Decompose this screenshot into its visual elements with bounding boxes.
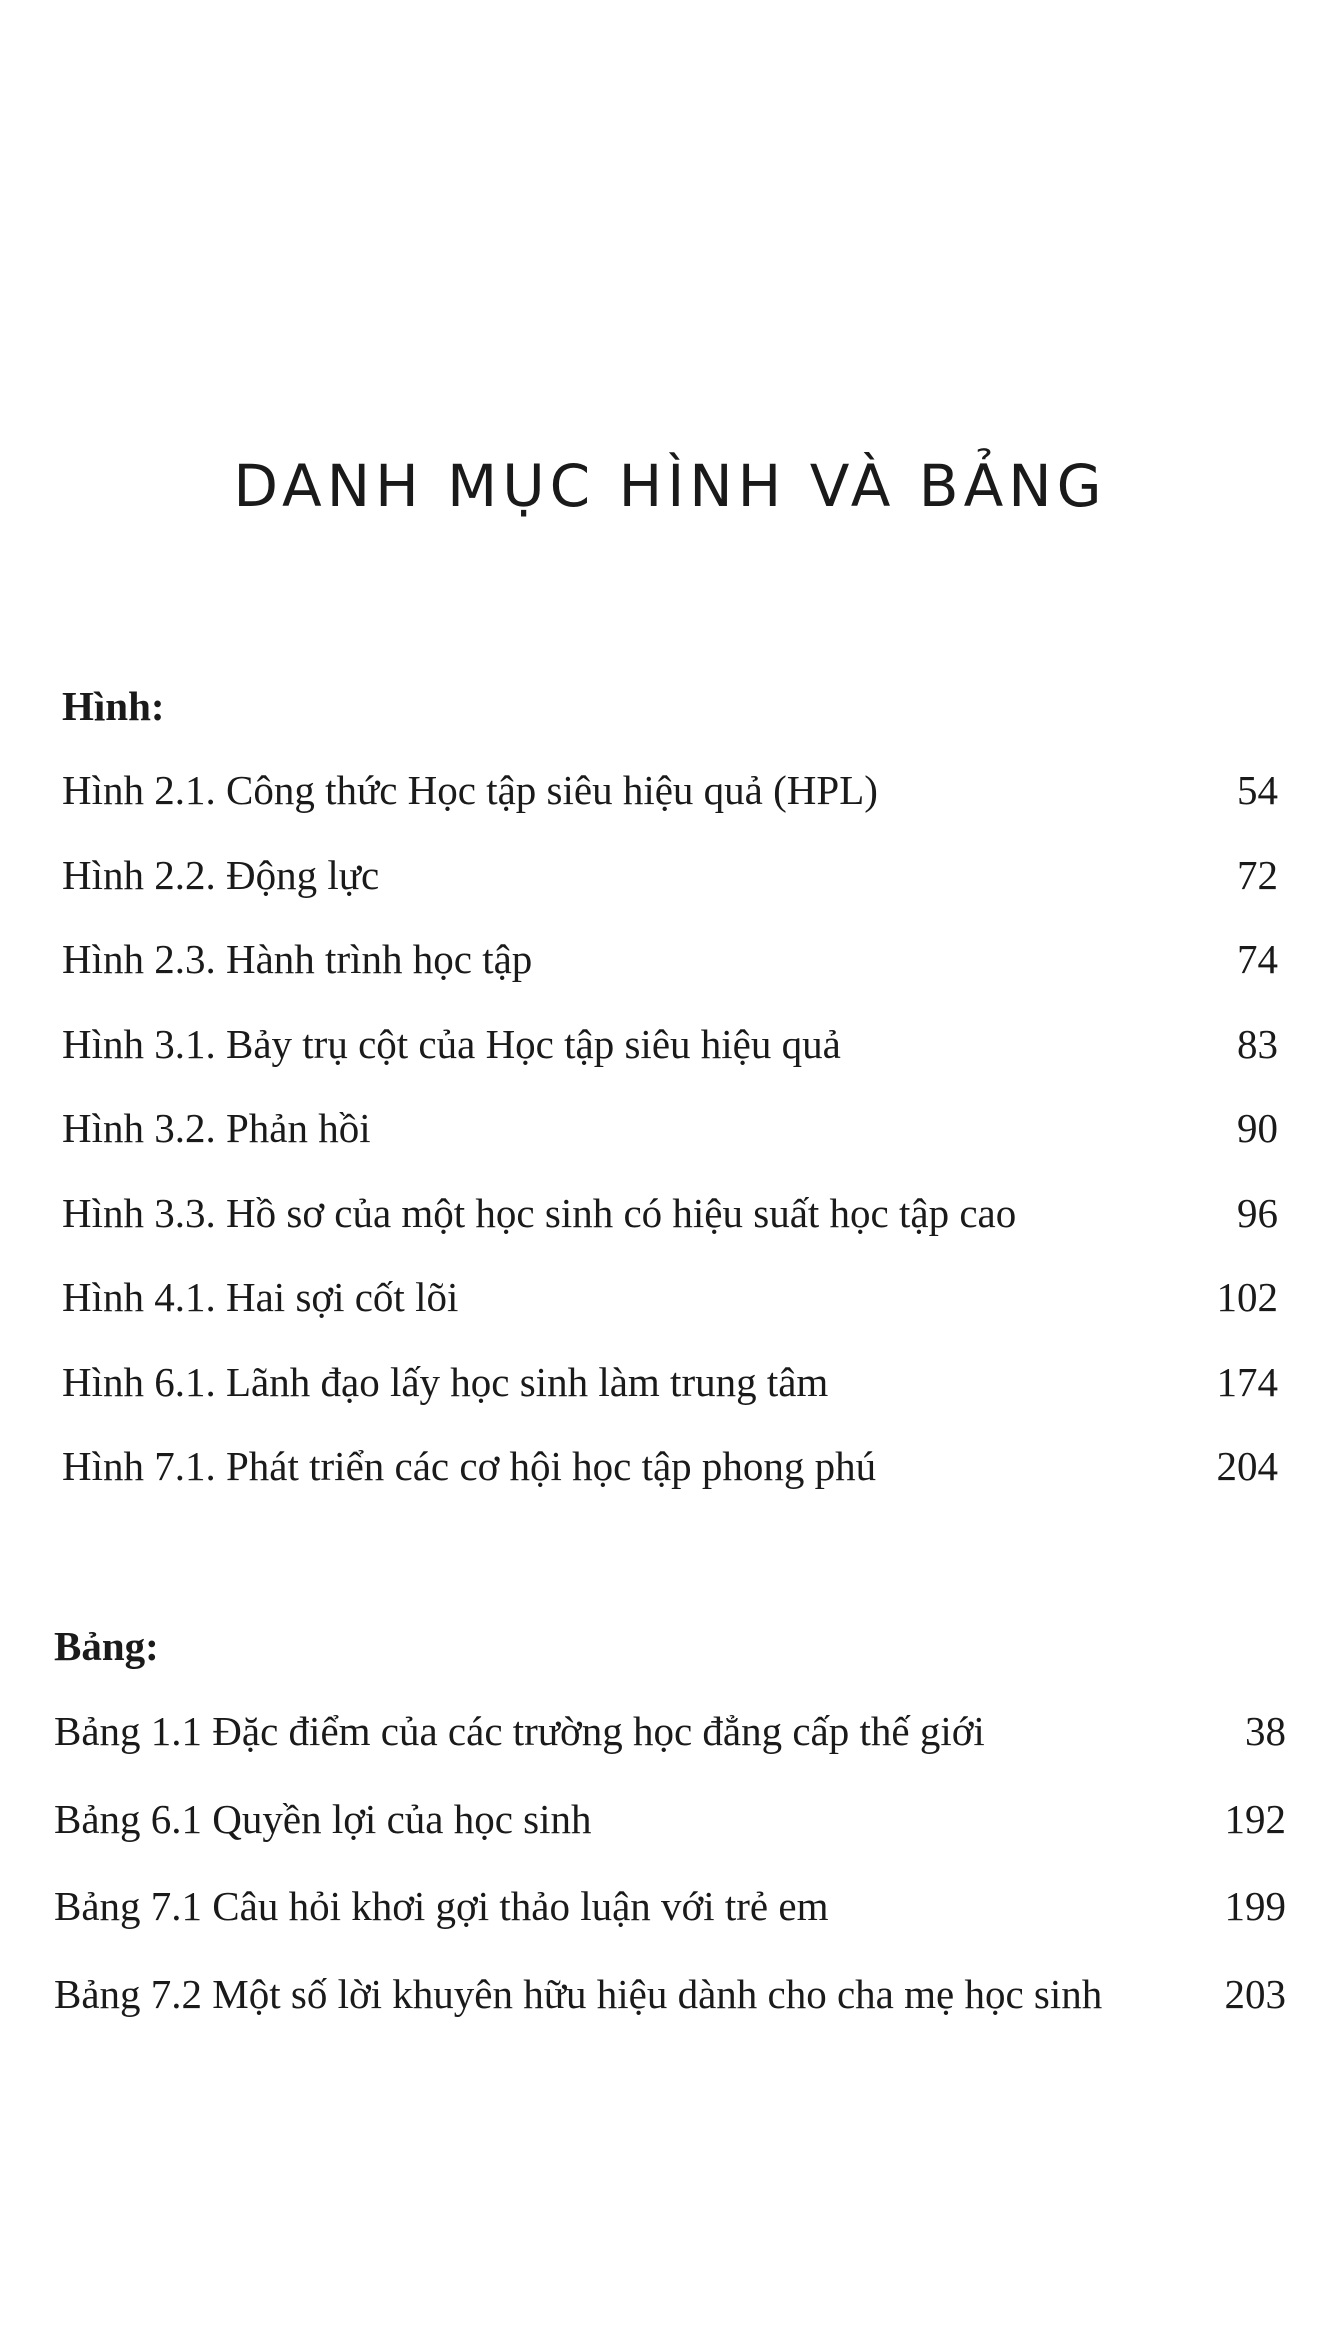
entry-label: Hình 2.1. Công thức Học tập siêu hiệu quả (HPL) <box>62 767 878 813</box>
entry-label: Bảng 6.1 Quyền lợi của học sinh <box>54 1795 592 1842</box>
entry-page-number: 54 <box>1237 767 1278 813</box>
tables-section <box>54 1604 1286 2038</box>
entry-label: Bảng 7.2 Một số lời khuyên hữu hiệu dành cho cha mẹ học sinh <box>54 1970 1103 2017</box>
figure-entry <box>62 1086 1278 1171</box>
entry-label: Hình 2.2. Động lực <box>62 851 380 898</box>
entry-page-number: 90 <box>1237 1105 1278 1151</box>
figure-entry <box>62 1340 1278 1425</box>
entry-page-number: 174 <box>1216 1358 1278 1405</box>
figures-section <box>62 664 1278 1509</box>
entry-page-number: 204 <box>1216 1443 1278 1489</box>
entry-label: Hình 2.3. Hành trình học tập <box>62 936 533 982</box>
entry-label: Hình 7.1. Phát triển các cơ hội học tập phong phú <box>62 1443 877 1489</box>
entry-label: Hình 6.1. Lãnh đạo lấy học sinh làm trung tâm <box>62 1358 829 1405</box>
figures-heading: Hình: <box>62 683 165 729</box>
entry-page-number: 192 <box>1224 1795 1286 1842</box>
figure-entry <box>62 917 1278 1002</box>
entry-page-number: 199 <box>1224 1883 1286 1929</box>
entry-label: Hình 3.1. Bảy trụ cột của Học tập siêu hiệu quả <box>62 1020 841 1067</box>
entry-page-number: 38 <box>1245 1708 1286 1754</box>
entry-page-number: 203 <box>1224 1970 1286 2017</box>
table-entry <box>54 1776 1286 1864</box>
tables-heading: Bảng: <box>54 1623 159 1669</box>
table-entry <box>54 1863 1286 1951</box>
page-title: DANH MỤC HÌNH VÀ BẢNG <box>233 452 1107 520</box>
entry-page-number: 102 <box>1216 1274 1278 1320</box>
entry-page-number: 83 <box>1237 1020 1278 1067</box>
entry-label: Bảng 7.1 Câu hỏi khơi gợi thảo luận với trẻ em <box>54 1883 829 1929</box>
table-entry <box>54 1688 1286 1776</box>
entry-label: Hình 3.3. Hồ sơ của một học sinh có hiệu suất học tập cao <box>62 1189 1017 1236</box>
entry-label: Bảng 1.1 Đặc điểm của các trường học đẳng cấp thế giới <box>54 1708 985 1754</box>
figure-entry <box>62 1171 1278 1256</box>
entry-page-number: 96 <box>1237 1189 1278 1236</box>
entry-label: Hình 4.1. Hai sợi cốt lõi <box>62 1274 459 1320</box>
figure-entry <box>62 833 1278 918</box>
entry-page-number: 74 <box>1237 936 1278 982</box>
entry-label: Hình 3.2. Phản hồi <box>62 1105 371 1151</box>
figure-entry <box>62 748 1278 833</box>
figure-entry <box>62 1255 1278 1340</box>
table-entry <box>54 1951 1286 2039</box>
figure-entry <box>62 1002 1278 1087</box>
entry-page-number: 72 <box>1237 851 1278 898</box>
figure-entry <box>62 1424 1278 1509</box>
